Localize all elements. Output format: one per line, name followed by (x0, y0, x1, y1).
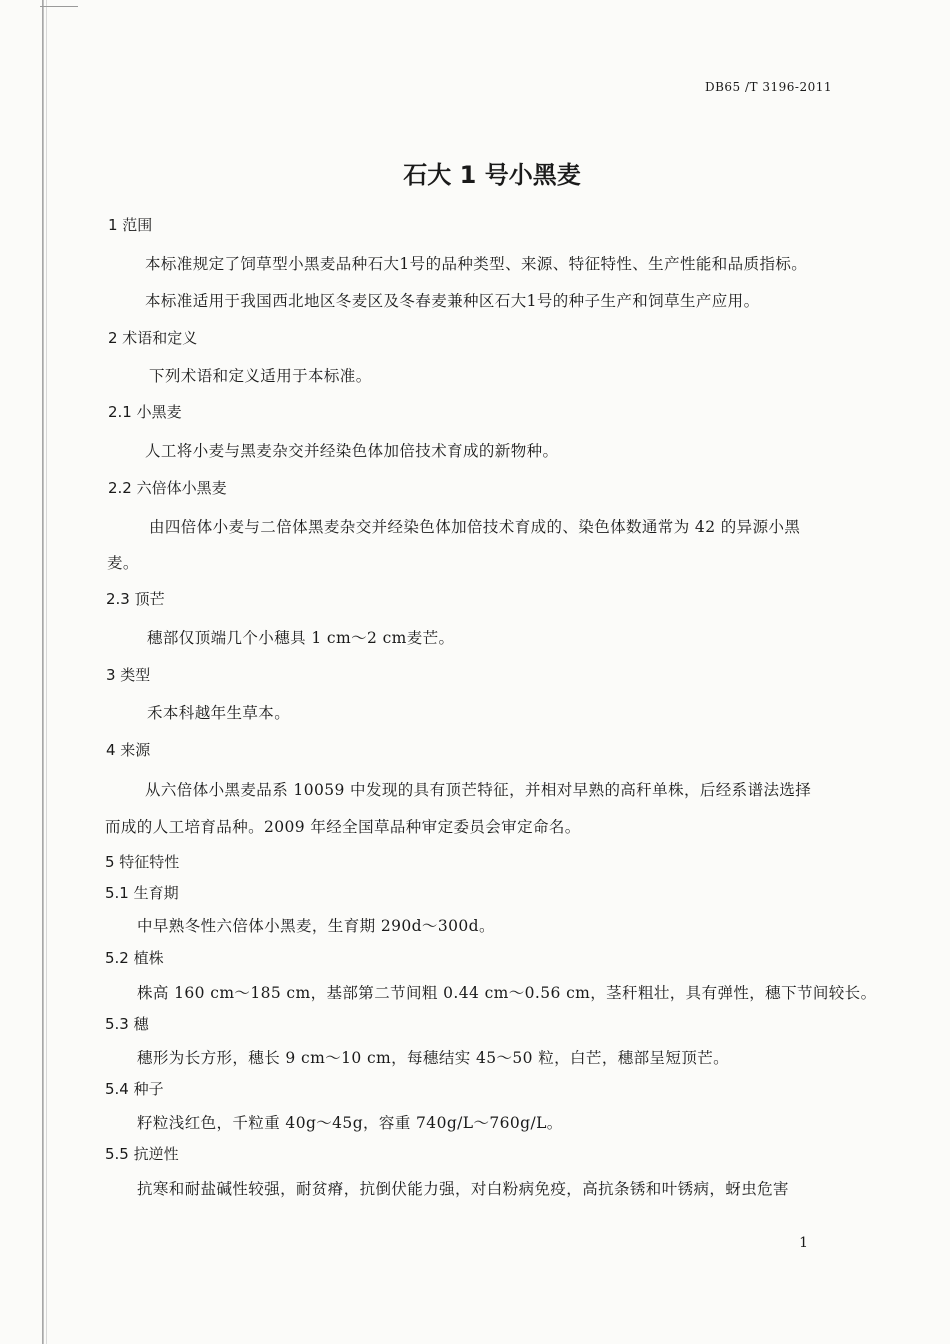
paragraph-line: 中早熟冬性六倍体小黑麦，生育期 290d～300d。 (137, 917, 495, 935)
document-title: 石大 1 号小黑麦 (403, 161, 581, 189)
paragraph-line: 禾本科越年生草本。 (147, 704, 291, 722)
section-heading: 1 范围 (108, 216, 153, 234)
paragraph-line: 株高 160 cm～185 cm，基部第二节间粗 0.44 cm～0.56 cm，茎秆粗壮，具有弹性，穗下节间较长。 (137, 984, 877, 1002)
paragraph-line: 下列术语和定义适用于本标准。 (149, 367, 372, 385)
subsection-heading: 2.3 顶芒 (106, 590, 165, 608)
paragraph-line: 本标准适用于我国西北地区冬麦区及冬春麦兼种区石大1号的种子生产和饲草生产应用。 (145, 292, 760, 310)
paragraph-line: 籽粒浅红色，千粒重 40g～45g，容重 740g/L～760g/L。 (137, 1114, 563, 1132)
subsection-heading: 2.1 小黑麦 (108, 403, 182, 421)
section-heading: 4 来源 (106, 741, 151, 759)
page-number: 1 (799, 1235, 808, 1251)
subsection-heading: 2.2 六倍体小黑麦 (108, 479, 227, 497)
paragraph-line: 而成的人工培育品种。2009 年经全国草品种审定委员会审定命名。 (105, 818, 581, 836)
binding-tick (40, 6, 78, 7)
subsection-heading: 5.3 穗 (105, 1015, 149, 1033)
paragraph-line: 人工将小麦与黑麦杂交并经染色体加倍技术育成的新物种。 (145, 442, 559, 460)
paragraph-line: 抗寒和耐盐碱性较强，耐贫瘠，抗倒伏能力强，对白粉病免疫，高抗条锈和叶锈病，蚜虫危害 (137, 1180, 789, 1198)
section-heading: 5 特征特性 (105, 853, 180, 871)
paragraph-line: 穗形为长方形，穗长 9 cm～10 cm，每穗结实 45～50 粒，白芒，穗部呈短顶芒。 (137, 1049, 730, 1067)
subsection-heading: 5.4 种子 (105, 1080, 164, 1098)
standard-code: DB65 /T 3196-2011 (704, 80, 832, 94)
paragraph-line: 由四倍体小麦与二倍体黑麦杂交并经染色体加倍技术育成的、染色体数通常为 42 的异源小黑 (149, 518, 801, 536)
subsection-heading: 5.5 抗逆性 (105, 1145, 179, 1163)
paragraph-line: 穗部仅顶端几个小穗具 1 cm～2 cm麦芒。 (147, 629, 455, 647)
section-heading: 3 类型 (106, 666, 151, 684)
binding-line-inner (46, 0, 47, 1344)
paragraph-line: 本标准规定了饲草型小黑麦品种石大1号的品种类型、来源、特征特性、生产性能和品质指标。 (145, 255, 808, 273)
section-heading: 2 术语和定义 (108, 329, 198, 347)
subsection-heading: 5.1 生育期 (105, 884, 179, 902)
paragraph-line: 麦。 (107, 554, 139, 572)
subsection-heading: 5.2 植株 (105, 949, 164, 967)
binding-line (42, 0, 44, 1344)
paragraph-line: 从六倍体小黑麦品系 10059 中发现的具有顶芒特征，并相对早熟的高秆单株，后经系谱法选择 (145, 781, 812, 799)
